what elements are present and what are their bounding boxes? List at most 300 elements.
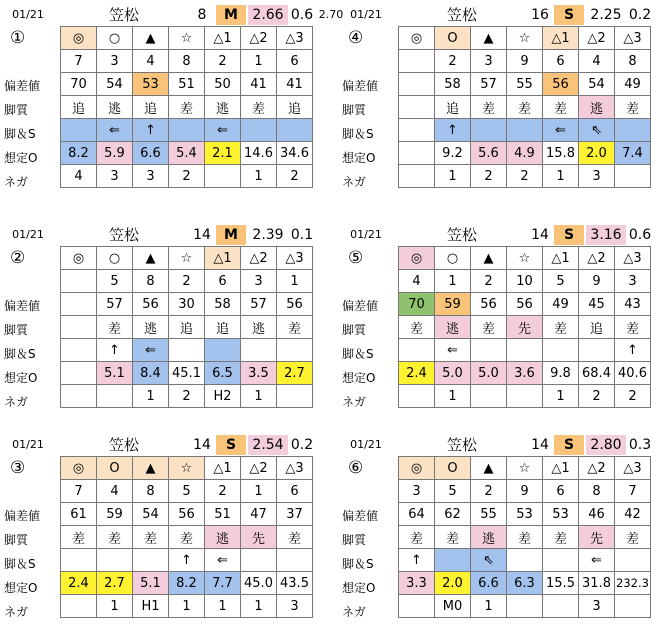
cell-numbers: 1 bbox=[277, 270, 313, 293]
track-name: 笠松 bbox=[446, 226, 477, 244]
cell-odds: 5.1 bbox=[133, 572, 169, 595]
panel-header bbox=[340, 222, 668, 246]
cell-numbers: 7 bbox=[615, 480, 651, 503]
cell-marks: △2 bbox=[241, 247, 277, 270]
cell-nega: 2 bbox=[277, 165, 313, 188]
cell-deviation: 43 bbox=[615, 293, 651, 316]
cell-deviation bbox=[61, 293, 97, 316]
cell-deviation: 56 bbox=[277, 293, 313, 316]
grade-badge: S bbox=[554, 5, 584, 25]
panel-header bbox=[2, 2, 344, 26]
cell-numbers: 2 bbox=[471, 480, 507, 503]
grade-badge: S bbox=[554, 225, 584, 245]
cell-leg: ⇐ bbox=[205, 119, 241, 142]
index-value: 3.16 bbox=[586, 225, 626, 245]
cell-marks: △3 bbox=[615, 247, 651, 270]
cell-odds: 45.1 bbox=[169, 362, 205, 385]
cell-numbers: 2 bbox=[435, 50, 471, 73]
cell-odds: 9.8 bbox=[543, 362, 579, 385]
cell-nega bbox=[543, 595, 579, 618]
cell-leg bbox=[241, 119, 277, 142]
cell-style: 差 bbox=[615, 526, 651, 549]
cell-numbers: 2 bbox=[205, 480, 241, 503]
cell-odds: 7.4 bbox=[615, 142, 651, 165]
row-label: 脚質 bbox=[342, 323, 367, 337]
cell-nega bbox=[61, 385, 97, 408]
cell-style: 先 bbox=[507, 316, 543, 339]
cell-deviation: 54 bbox=[579, 73, 615, 96]
cell-numbers: 2 bbox=[205, 50, 241, 73]
cell-odds: 8.4 bbox=[133, 362, 169, 385]
grid-row-leg bbox=[399, 339, 651, 362]
race-date: 01/21 bbox=[350, 228, 382, 241]
cell-leg bbox=[61, 339, 97, 362]
prediction-grid bbox=[398, 246, 651, 408]
cell-deviation: 64 bbox=[399, 503, 435, 526]
cell-leg bbox=[61, 119, 97, 142]
race-panel bbox=[2, 2, 344, 202]
cell-deviation: 70 bbox=[399, 293, 435, 316]
grid-row-leg bbox=[61, 549, 313, 572]
grid-row-style bbox=[61, 526, 313, 549]
cell-numbers: 1 bbox=[435, 270, 471, 293]
race-date: 01/21 bbox=[12, 228, 44, 241]
cell-numbers: 10 bbox=[507, 270, 543, 293]
cell-nega: 3 bbox=[277, 595, 313, 618]
race-number: 14 bbox=[531, 227, 549, 243]
cell-style: 差 bbox=[543, 96, 579, 119]
row-label: 偏差値 bbox=[342, 299, 379, 313]
cell-nega bbox=[399, 595, 435, 618]
grid-row-marks bbox=[399, 247, 651, 270]
grid-row-nega bbox=[399, 385, 651, 408]
cell-marks: △2 bbox=[579, 457, 615, 480]
cell-leg bbox=[241, 339, 277, 362]
cell-odds: 40.6 bbox=[615, 362, 651, 385]
cell-nega: 1 bbox=[133, 385, 169, 408]
row-label: ネガ bbox=[4, 605, 29, 619]
cell-leg: ↑ bbox=[169, 549, 205, 572]
index-value-3: 2.70 bbox=[318, 8, 344, 21]
cell-deviation: 47 bbox=[241, 503, 277, 526]
cell-style: 追 bbox=[205, 316, 241, 339]
grid-row-numbers bbox=[61, 270, 313, 293]
cell-style: 差 bbox=[399, 526, 435, 549]
cell-odds bbox=[61, 362, 97, 385]
cell-nega: 1 bbox=[435, 385, 471, 408]
cell-numbers: 5 bbox=[435, 480, 471, 503]
cell-numbers: 3 bbox=[615, 270, 651, 293]
cell-numbers: 6 bbox=[277, 480, 313, 503]
cell-style: 差 bbox=[61, 526, 97, 549]
cell-nega: 2 bbox=[169, 385, 205, 408]
cell-marks: ▲ bbox=[471, 247, 507, 270]
grid-row-numbers bbox=[399, 480, 651, 503]
race-number: 16 bbox=[531, 7, 549, 23]
prediction-grid bbox=[398, 26, 651, 188]
cell-numbers: 3 bbox=[97, 50, 133, 73]
cell-style: 差 bbox=[507, 526, 543, 549]
cell-numbers: 3 bbox=[471, 50, 507, 73]
cell-style: 逃 bbox=[471, 526, 507, 549]
cell-marks: △3 bbox=[615, 27, 651, 50]
grade-badge: S bbox=[554, 435, 584, 455]
track-name: 笠松 bbox=[446, 6, 477, 24]
cell-style: 差 bbox=[277, 316, 313, 339]
cell-marks: △1 bbox=[543, 457, 579, 480]
cell-deviation: 58 bbox=[435, 73, 471, 96]
cell-deviation bbox=[399, 73, 435, 96]
cell-leg bbox=[507, 549, 543, 572]
cell-marks: △3 bbox=[615, 457, 651, 480]
cell-style: 逃 bbox=[205, 96, 241, 119]
cell-nega bbox=[615, 165, 651, 188]
index-value: 2.80 bbox=[586, 435, 626, 455]
cell-odds: 15.5 bbox=[543, 572, 579, 595]
cell-deviation: 59 bbox=[435, 293, 471, 316]
cell-marks: ○ bbox=[97, 27, 133, 50]
grid-row-marks bbox=[61, 27, 313, 50]
cell-odds: 6.6 bbox=[471, 572, 507, 595]
cell-leg bbox=[543, 549, 579, 572]
cell-style: 先 bbox=[579, 526, 615, 549]
cell-marks: ☆ bbox=[169, 457, 205, 480]
cell-odds: 7.7 bbox=[205, 572, 241, 595]
cell-deviation: 58 bbox=[205, 293, 241, 316]
cell-style bbox=[399, 96, 435, 119]
row-label: 偏差値 bbox=[342, 509, 379, 523]
row-label: 脚質 bbox=[4, 533, 29, 547]
cell-deviation: 51 bbox=[205, 503, 241, 526]
cell-nega bbox=[205, 165, 241, 188]
cell-leg bbox=[277, 119, 313, 142]
grid-row-nega bbox=[399, 595, 651, 618]
index-value-2: 0.2 bbox=[628, 7, 652, 23]
race-index-circle: ① bbox=[10, 28, 26, 48]
index-value-3 bbox=[654, 5, 669, 25]
index-value-2: 0.3 bbox=[628, 437, 652, 453]
cell-marks: ◎ bbox=[61, 457, 97, 480]
cell-deviation: 54 bbox=[133, 503, 169, 526]
cell-nega bbox=[507, 595, 543, 618]
cell-numbers: 7 bbox=[61, 480, 97, 503]
cell-leg: ⇖ bbox=[471, 549, 507, 572]
cell-marks: △3 bbox=[277, 27, 313, 50]
cell-leg: ↑ bbox=[615, 339, 651, 362]
cell-nega: H2 bbox=[205, 385, 241, 408]
cell-numbers: 3 bbox=[241, 270, 277, 293]
cell-marks: △2 bbox=[241, 27, 277, 50]
cell-deviation: 56 bbox=[169, 503, 205, 526]
cell-deviation: 62 bbox=[435, 503, 471, 526]
cell-leg bbox=[133, 549, 169, 572]
race-index-circle: ④ bbox=[348, 28, 364, 48]
cell-marks: ○ bbox=[97, 247, 133, 270]
grid-row-odds bbox=[399, 142, 651, 165]
grid-row-numbers bbox=[399, 270, 651, 293]
cell-numbers: 5 bbox=[543, 270, 579, 293]
row-label: ネガ bbox=[342, 395, 367, 409]
cell-marks: ▲ bbox=[133, 457, 169, 480]
cell-leg bbox=[579, 339, 615, 362]
grid-row-style bbox=[399, 526, 651, 549]
cell-style: 逃 bbox=[97, 96, 133, 119]
cell-nega bbox=[277, 385, 313, 408]
cell-deviation: 57 bbox=[241, 293, 277, 316]
cell-style: 逃 bbox=[241, 316, 277, 339]
row-label: 想定O bbox=[342, 151, 376, 165]
cell-numbers bbox=[61, 270, 97, 293]
cell-odds: 5.1 bbox=[97, 362, 133, 385]
race-panel bbox=[2, 432, 330, 632]
cell-numbers: 4 bbox=[579, 50, 615, 73]
cell-leg: ⇐ bbox=[205, 549, 241, 572]
grid-row-style bbox=[61, 316, 313, 339]
panel-header bbox=[2, 222, 330, 246]
grid-row-deviation bbox=[399, 293, 651, 316]
cell-style: 逃 bbox=[435, 316, 471, 339]
cell-style: 差 bbox=[169, 526, 205, 549]
cell-odds: 5.4 bbox=[169, 142, 205, 165]
cell-numbers: 8 bbox=[615, 50, 651, 73]
row-label: ネガ bbox=[342, 605, 367, 619]
cell-deviation: 59 bbox=[97, 503, 133, 526]
cell-style: 先 bbox=[241, 526, 277, 549]
cell-deviation: 53 bbox=[133, 73, 169, 96]
prediction-grid bbox=[398, 456, 651, 618]
grid-row-leg bbox=[61, 339, 313, 362]
race-date: 01/21 bbox=[12, 8, 44, 21]
cell-leg bbox=[277, 549, 313, 572]
cell-style: 逃 bbox=[579, 96, 615, 119]
cell-odds: 2.7 bbox=[97, 572, 133, 595]
panel-header bbox=[340, 432, 668, 456]
cell-leg bbox=[615, 119, 651, 142]
cell-nega: 2 bbox=[169, 165, 205, 188]
cell-numbers: 2 bbox=[471, 270, 507, 293]
cell-odds: 4.9 bbox=[507, 142, 543, 165]
cell-style: 追 bbox=[169, 316, 205, 339]
race-panel bbox=[2, 222, 330, 422]
cell-odds: 2.4 bbox=[399, 362, 435, 385]
cell-odds: 6.5 bbox=[205, 362, 241, 385]
index-value-2: 0.2 bbox=[290, 437, 314, 453]
cell-nega: 1 bbox=[169, 595, 205, 618]
cell-nega: 2 bbox=[615, 385, 651, 408]
cell-marks: ◎ bbox=[399, 247, 435, 270]
cell-marks: ☆ bbox=[507, 247, 543, 270]
grade-badge: S bbox=[216, 435, 246, 455]
grid-row-odds bbox=[399, 572, 651, 595]
track-name: 笠松 bbox=[108, 436, 139, 454]
cell-style: 差 bbox=[277, 526, 313, 549]
cell-leg bbox=[399, 119, 435, 142]
cell-odds: 2.0 bbox=[579, 142, 615, 165]
index-value-2: 0.6 bbox=[290, 7, 314, 23]
cell-nega: 1 bbox=[471, 595, 507, 618]
row-label: 脚＆S bbox=[4, 347, 36, 361]
grid-row-deviation bbox=[61, 503, 313, 526]
grid-row-nega bbox=[61, 385, 313, 408]
row-label: 偏差値 bbox=[4, 299, 41, 313]
cell-odds: 31.8 bbox=[579, 572, 615, 595]
cell-deviation: 55 bbox=[471, 503, 507, 526]
grid-row-odds bbox=[399, 362, 651, 385]
row-label: 偏差値 bbox=[4, 79, 41, 93]
cell-numbers: 5 bbox=[169, 480, 205, 503]
cell-numbers: 7 bbox=[61, 50, 97, 73]
grid-row-marks bbox=[399, 457, 651, 480]
prediction-grid bbox=[60, 26, 313, 188]
cell-odds: 8.2 bbox=[169, 572, 205, 595]
cell-leg: ↑ bbox=[133, 119, 169, 142]
cell-numbers: 6 bbox=[205, 270, 241, 293]
cell-deviation: 56 bbox=[543, 73, 579, 96]
cell-numbers: 4 bbox=[133, 50, 169, 73]
cell-style: 差 bbox=[97, 526, 133, 549]
cell-leg bbox=[61, 549, 97, 572]
row-label: 想定O bbox=[342, 371, 376, 385]
cell-marks: ☆ bbox=[507, 27, 543, 50]
cell-style: 差 bbox=[615, 96, 651, 119]
cell-marks: O bbox=[435, 457, 471, 480]
grid-row-style bbox=[61, 96, 313, 119]
cell-marks: △1 bbox=[205, 27, 241, 50]
cell-leg: ↑ bbox=[435, 119, 471, 142]
cell-deviation: 57 bbox=[97, 293, 133, 316]
cell-numbers: 4 bbox=[97, 480, 133, 503]
cell-marks: △3 bbox=[277, 247, 313, 270]
grid-row-leg bbox=[399, 549, 651, 572]
cell-deviation: 56 bbox=[507, 293, 543, 316]
grid-row-marks bbox=[61, 247, 313, 270]
cell-leg bbox=[615, 549, 651, 572]
cell-deviation: 42 bbox=[615, 503, 651, 526]
cell-marks: △1 bbox=[543, 247, 579, 270]
cell-marks: ○ bbox=[435, 247, 471, 270]
cell-leg bbox=[507, 339, 543, 362]
cell-nega: 1 bbox=[241, 595, 277, 618]
cell-nega: 1 bbox=[543, 385, 579, 408]
cell-nega bbox=[97, 385, 133, 408]
cell-odds: 2.1 bbox=[205, 142, 241, 165]
grid-row-leg bbox=[61, 119, 313, 142]
cell-numbers: 1 bbox=[241, 480, 277, 503]
grid-row-nega bbox=[61, 595, 313, 618]
cell-odds: 3.5 bbox=[241, 362, 277, 385]
cell-marks: △1 bbox=[543, 27, 579, 50]
cell-nega: 3 bbox=[97, 165, 133, 188]
row-label: 脚質 bbox=[342, 103, 367, 117]
cell-numbers: 5 bbox=[97, 270, 133, 293]
row-label: 脚＆S bbox=[342, 127, 374, 141]
race-number: 14 bbox=[193, 437, 211, 453]
cell-marks: ◎ bbox=[399, 27, 435, 50]
grid-row-nega bbox=[61, 165, 313, 188]
cell-deviation: 30 bbox=[169, 293, 205, 316]
cell-odds: 9.2 bbox=[435, 142, 471, 165]
race-date: 01/21 bbox=[350, 8, 382, 21]
cell-marks: △2 bbox=[241, 457, 277, 480]
race-number: 14 bbox=[531, 437, 549, 453]
cell-nega: H1 bbox=[133, 595, 169, 618]
cell-odds: 3.6 bbox=[507, 362, 543, 385]
row-label: ネガ bbox=[4, 395, 29, 409]
index-value-2: 0.6 bbox=[628, 227, 652, 243]
grid-row-numbers bbox=[61, 50, 313, 73]
cell-leg bbox=[399, 339, 435, 362]
cell-deviation: 53 bbox=[543, 503, 579, 526]
row-label: ネガ bbox=[342, 175, 367, 189]
cell-numbers: 6 bbox=[543, 480, 579, 503]
cell-odds: 2.0 bbox=[435, 572, 471, 595]
cell-deviation: 37 bbox=[277, 503, 313, 526]
grid-row-deviation bbox=[399, 503, 651, 526]
index-value-2: 0.1 bbox=[290, 227, 314, 243]
cell-odds: 2.7 bbox=[277, 362, 313, 385]
cell-numbers: 2 bbox=[169, 270, 205, 293]
cell-numbers: 8 bbox=[579, 480, 615, 503]
cell-marks: O bbox=[97, 457, 133, 480]
cell-deviation: 56 bbox=[133, 293, 169, 316]
cell-nega: M0 bbox=[435, 595, 471, 618]
cell-marks: ☆ bbox=[507, 457, 543, 480]
index-value-3 bbox=[654, 435, 669, 455]
cell-numbers: 8 bbox=[133, 480, 169, 503]
cell-nega: 4 bbox=[61, 165, 97, 188]
index-value: 2.54 bbox=[248, 435, 288, 455]
cell-nega bbox=[399, 165, 435, 188]
race-panel bbox=[340, 432, 668, 632]
cell-nega: 1 bbox=[205, 595, 241, 618]
cell-style: 差 bbox=[97, 316, 133, 339]
row-label: 脚質 bbox=[342, 533, 367, 547]
cell-style: 差 bbox=[241, 96, 277, 119]
cell-leg bbox=[169, 339, 205, 362]
cell-marks: ◎ bbox=[61, 247, 97, 270]
cell-leg: ⇐ bbox=[579, 549, 615, 572]
row-label: ネガ bbox=[4, 175, 29, 189]
race-panel bbox=[340, 2, 668, 202]
grid-row-style bbox=[399, 316, 651, 339]
cell-deviation: 45 bbox=[579, 293, 615, 316]
cell-odds: 34.6 bbox=[277, 142, 313, 165]
cell-leg: ⇐ bbox=[435, 339, 471, 362]
race-number: 8 bbox=[197, 7, 207, 23]
cell-nega: 1 bbox=[435, 165, 471, 188]
cell-deviation: 49 bbox=[615, 73, 651, 96]
row-label: 脚＆S bbox=[4, 127, 36, 141]
track-name: 笠松 bbox=[446, 436, 477, 454]
cell-deviation: 70 bbox=[61, 73, 97, 96]
cell-marks: ☆ bbox=[169, 247, 205, 270]
cell-leg bbox=[471, 119, 507, 142]
cell-deviation: 55 bbox=[507, 73, 543, 96]
cell-style: 差 bbox=[169, 96, 205, 119]
cell-leg bbox=[97, 549, 133, 572]
cell-deviation: 61 bbox=[61, 503, 97, 526]
cell-odds: 43.5 bbox=[277, 572, 313, 595]
cell-leg bbox=[205, 339, 241, 362]
index-value-3 bbox=[654, 225, 669, 245]
cell-odds: 14.6 bbox=[241, 142, 277, 165]
grid-row-style bbox=[399, 96, 651, 119]
grid-row-deviation bbox=[61, 73, 313, 96]
cell-marks: △1 bbox=[205, 457, 241, 480]
race-index-circle: ⑤ bbox=[348, 248, 364, 268]
grid-row-deviation bbox=[61, 293, 313, 316]
cell-marks: ▲ bbox=[133, 27, 169, 50]
